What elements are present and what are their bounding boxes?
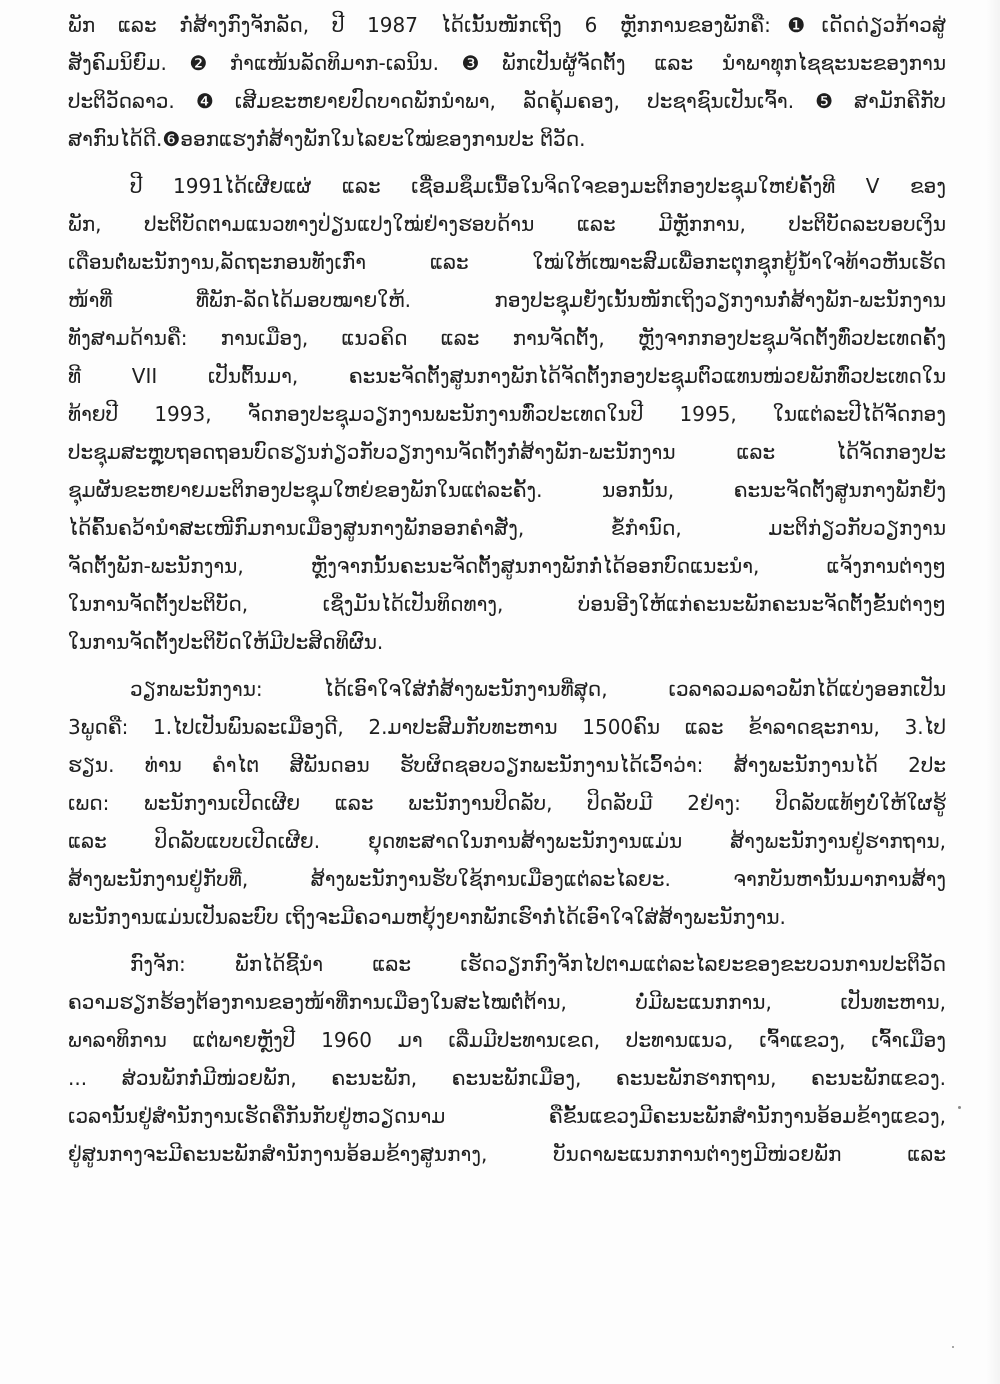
text-line: ຮຽນ. ທ່ານ ຄໍາໄຕ ສີພັນດອນ ຮັບຜິດຊອບວຽກພະນັກງານໄດ້ເວົ້າວ່າ: ສ້າງພະນັກງານໄດ້ 2ປະ bbox=[68, 753, 946, 777]
text-line: ສາກົນໄດ້ດີ.❻ອອກແຮງກໍ່ສ້າງພັກໃນໄລຍະໃໝ່ຂອງການປະ ຕິວັດ. bbox=[68, 127, 586, 151]
text-line: 3ພູດຄື: 1.ໄປເປັນພົນລະເມືອງດີ, 2.ມາປະສົມກັບທະຫານ 1500ຄົນ ແລະ ຂ້າລາດຊະການ, 3.ໄປ bbox=[68, 715, 946, 739]
text-line: ປະຊຸມສະຫຼຸບຖອດຖອນບົດຮຽນກ່ຽວກັບວຽກງານຈັດຕັ້ງກໍ່ສ້າງພັກ-ພະນັກງານ ແລະ ໄດ້ຈັດກອງປະ bbox=[68, 440, 946, 464]
text-line: ສັງຄົມນິຍົມ.❷ກໍາແໜ້ນລັດທິມາກ-ເລນິນ.❸ພັກເປັນຜູ້ຈັດຕັ້ງ ແລະ ນໍາພາທຸກໄຊຊະນະຂອງການ bbox=[68, 51, 946, 75]
document-body bbox=[68, 6, 946, 1173]
text-line: ເວລານັ້ນຢູ່ສໍານັກງານເຮັດຄືກັນກັບຢູ່ຫວຽດນາມ ຄືຂັ້ນແຂວງມີຄະນະພັກສໍານັກງານອ້ອມຂ້າງແຂວງ, bbox=[68, 1104, 946, 1128]
scan-speck bbox=[958, 1106, 961, 1109]
text-line: ທັງສາມດ້ານຄື: ການເມືອງ, ແນວຄິດ ແລະ ການຈັດຕັ້ງ, ຫຼັງຈາກກອງປະຊຸມຈັດຕັ້ງທົ່ວປະເທດຄັ້ງ bbox=[68, 326, 946, 350]
text-line: ເພດ: ພະນັກງານເປີດເຜີຍ ແລະ ພະນັກງານປິດລັບ, ປິດລັບມີ 2ຢ່າງ: ປິດລັບແທ້ໆບໍ່ໃຫ້ໃຜຮູ້ bbox=[68, 791, 946, 815]
text-line: ປະຕິວັດລາວ.❹ເສີມຂະຫຍາຍປົດບາດພັກນໍາພາ, ລັດຄຸ້ມຄອງ, ປະຊາຊົນເປັນເຈົ້າ.❺ສາມັກຄີກັບ bbox=[68, 89, 946, 113]
paragraph bbox=[68, 945, 946, 1173]
text-line: ... ສ່ວນພັກກໍ່ມີໜ່ວຍພັກ, ຄະນະພັກ, ຄະນະພັກເມືອງ, ຄະນະພັກຮາກຖານ, ຄະນະພັກແຂວງ. bbox=[68, 1066, 946, 1090]
text-line: ໄດ້ຄົ້ນຄວ້ານໍາສະເໜີກົມການເມືອງສູນກາງພັກອອກຄໍາສັ່ງ, ຂໍ້ກໍານົດ, ມະຕິກ່ຽວກັບວຽກງານ bbox=[68, 516, 946, 540]
scan-edge-shadow bbox=[986, 0, 1000, 1384]
text-line: ຢູ່ສູນກາງຈະມີຄະນະພັກສໍານັກງານອ້ອມຂ້າງສູນກາງ, ບັນດາພະແນກການຕ່າງໆມີໜ່ວຍພັກ ແລະ bbox=[68, 1142, 946, 1166]
text-line: ພັກ ແລະ ກໍ່ສ້າງກົງຈັກລັດ, ປີ 1987 ໄດ້ເນັ້ນໜັກເຖິງ 6 ຫຼັກການຂອງພັກຄື:❶ເດັດດ່ຽວກ້າວສູ່ bbox=[68, 13, 946, 37]
text-line: ວຽກພະນັກງານ: ໄດ້ເອົາໃຈໃສ່ກໍ່ສ້າງພະນັກງານທີ່ສຸດ, ເວລາລວມລາວພັກໄດ້ແບ່ງອອກເປັນ bbox=[130, 677, 946, 701]
text-line: ພະນັກງານແມ່ນເປັນລະບົບ ເຖິງຈະມີຄວາມຫຍຸ້ງຍາກພັກເຮົາກໍ່ໄດ້ເອົາໃຈໃສ່ສ້າງພະນັກງານ. bbox=[68, 905, 786, 929]
text-line: ເດືອນຕໍ່ພະນັກງານ,ລັດຖະກອນທັງເກົ່າ ແລະ ໃໝ່ໃຫ້ເໝາະສົມເພື່ອກະຕຸກຊຸກຍູ້ນໍ້າໃຈທ້າວຫັນເຮັດ bbox=[68, 250, 946, 274]
text-line: ທ້າຍປີ 1993, ຈັດກອງປະຊຸມວຽກງານພະນັກງານທົ່ວປະເທດໃນປີ 1995, ໃນແຕ່ລະປີໄດ້ຈັດກອງ bbox=[68, 402, 946, 426]
text-line: ປີ 1991ໄດ້ເຜີຍແຜ່ ແລະ ເຊື່ອມຊຶມເນື້ອໃນຈິດໃຈຂອງມະຕິກອງປະຊຸມໃຫຍ່ຄັ້ງທີ V ຂອງ bbox=[130, 174, 946, 198]
text-line: ພັກ, ປະຕິບັດຕາມແນວທາງປ່ຽນແປງໃໝ່ຢ່າງຮອບດ້ານ ແລະ ມີຫຼັກການ, ປະຕິບັດລະບອບເງິນ bbox=[68, 212, 946, 236]
paragraph bbox=[68, 167, 946, 661]
text-line: ໃນການຈັດຕັ້ງປະຕິບັດໃຫ້ມີປະສິດທິຜົນ. bbox=[68, 630, 384, 654]
text-line: ພາລາທິການ ແຕ່ພາຍຫຼັງປີ 1960 ມາ ເລີ່ມມີປະທານເຂດ, ປະທານແນວ, ເຈົ້າແຂວງ, ເຈົ້າເມືອງ bbox=[68, 1028, 946, 1052]
paragraph bbox=[68, 670, 946, 936]
text-line: ສ້າງພະນັກງານຢູ່ກັບທີ່, ສ້າງພະນັກງານຮັບໃຊ້ການເມືອງແຕ່ລະໄລຍະ. ຈາກບັນຫານັ້ນມາການສ້າງ bbox=[68, 867, 946, 891]
text-line: ຄວາມຮຽກຮ້ອງຕ້ອງການຂອງໜ້າທີ່ການເມືອງໃນສະໄໝຕໍ່ຕ້ານ, ບໍ່ມີພະແນກການ, ເປັນທະຫານ, bbox=[68, 990, 946, 1014]
scan-speck bbox=[952, 1346, 954, 1348]
text-line: ໃນການຈັດຕັ້ງປະຕິບັດ, ເຊິ່ງມັນໄດ້ເປັນທິດທາງ, ບ່ອນອີງໃຫ້ແກ່ຄະນະພັກຄະນະຈັດຕັ້ງຂັ້ນຕ່າງໆ bbox=[68, 592, 946, 616]
text-line: ໜ້າທີ່ ທີ່ພັກ-ລັດໄດ້ມອບໝາຍໃຫ້. ກອງປະຊຸມຍັງເນັ້ນໜັກເຖິງວຽກງານກໍ່ສ້າງພັກ-ພະນັກງານ bbox=[68, 288, 946, 312]
text-line: ແລະ ປິດລັບແບບເປີດເຜີຍ. ຍຸດທະສາດໃນການສ້າງພະນັກງານແມ່ນ ສ້າງພະນັກງານຢູ່ຮາກຖານ, bbox=[68, 829, 946, 853]
text-line: ຊຸມຜັນຂະຫຍາຍມະຕິກອງປະຊຸມໃຫຍ່ຂອງພັກໃນແຕ່ລະຄັ້ງ. ນອກນັ້ນ, ຄະນະຈັດຕັ້ງສູນກາງພັກຍັງ bbox=[68, 478, 946, 502]
paragraph bbox=[68, 6, 946, 158]
text-line: ຈັດຕັ້ງພັກ-ພະນັກງານ, ຫຼັງຈາກນັ້ນຄະນະຈັດຕັ້ງສູນກາງພັກກໍ່ໄດ້ອອກບົດແນະນໍາ, ແຈ້ງການຕ່າງໆ bbox=[68, 554, 946, 578]
text-line: ກົງຈັກ: ພັກໄດ້ຊີ້ນໍາ ແລະ ເຮັດວຽກກົງຈັກໄປຕາມແຕ່ລະໄລຍະຂອງຂະບວນການປະຕິວັດ bbox=[130, 952, 946, 976]
text-line: ທີ VII ເປັນຕົ້ນມາ, ຄະນະຈັດຕັ້ງສູນກາງພັກໄດ້ຈັດຕັ້ງກອງປະຊຸມຕົວແທນໜ່ວຍພັກທົ່ວປະເທດໃນ bbox=[68, 364, 946, 388]
